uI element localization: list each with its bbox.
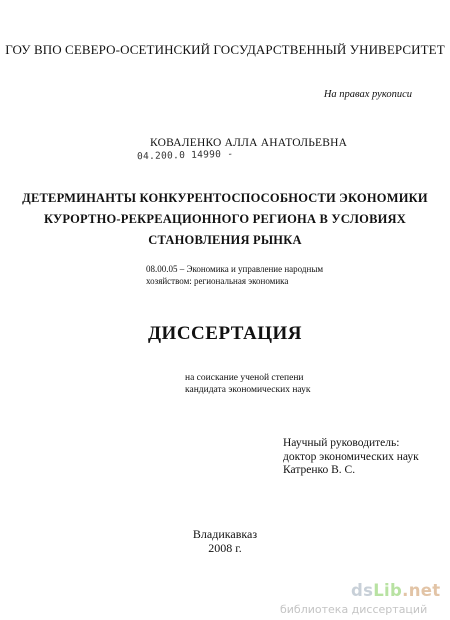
- watermark-logo-net: .net: [402, 581, 441, 600]
- watermark-subtitle: библиотека диссертаций: [280, 603, 428, 616]
- specialty: [146, 263, 323, 287]
- document-type: ДИССЕРТАЦИЯ: [147, 323, 303, 344]
- watermark-logo-lib: Lib: [373, 581, 403, 600]
- year: 2008 г.: [208, 541, 242, 555]
- watermark-logo: [351, 581, 440, 600]
- degree-sought: [185, 373, 311, 396]
- watermark-logo-ds: ds: [351, 581, 374, 600]
- title-line: КУРОРТНО-РЕКРЕАЦИОННОГО РЕГИОНА В УСЛОВИЯХ: [43, 212, 407, 226]
- advisor-line: Научный руководитель:: [283, 437, 400, 449]
- place-and-year: [0, 527, 450, 555]
- registration-stamp: 04.200.0 14990 -: [136, 148, 234, 163]
- title-line: ДЕТЕРМИНАНТЫ КОНКУРЕНТОСПОСОБНОСТИ ЭКОНОМИКИ: [22, 191, 428, 205]
- manuscript-note: На правах рукописи: [323, 89, 412, 100]
- scientific-advisor: [283, 437, 419, 478]
- city: Владикавказ: [192, 527, 258, 541]
- title-line: СТАНОВЛЕНИЯ РЫНКА: [148, 233, 302, 247]
- author-name: КОВАЛЕНКО АЛЛА АНАТОЛЬЕВНА: [150, 137, 348, 149]
- advisor-line: Катренко В. С.: [283, 464, 356, 476]
- university-header: ГОУ ВПО СЕВЕРО-ОСЕТИНСКИЙ ГОСУДАРСТВЕННЫЙ УНИВЕРСИТЕТ: [5, 42, 445, 57]
- degree-line: на соискание ученой степени: [185, 373, 304, 383]
- dissertation-title: [0, 188, 450, 251]
- degree-line: кандидата экономических наук: [185, 384, 311, 395]
- specialty-line: 08.00.05 – Экономика и управление народным: [146, 264, 324, 274]
- advisor-line: доктор экономических наук: [283, 450, 419, 463]
- specialty-line: хозяйством: региональная экономика: [146, 276, 289, 286]
